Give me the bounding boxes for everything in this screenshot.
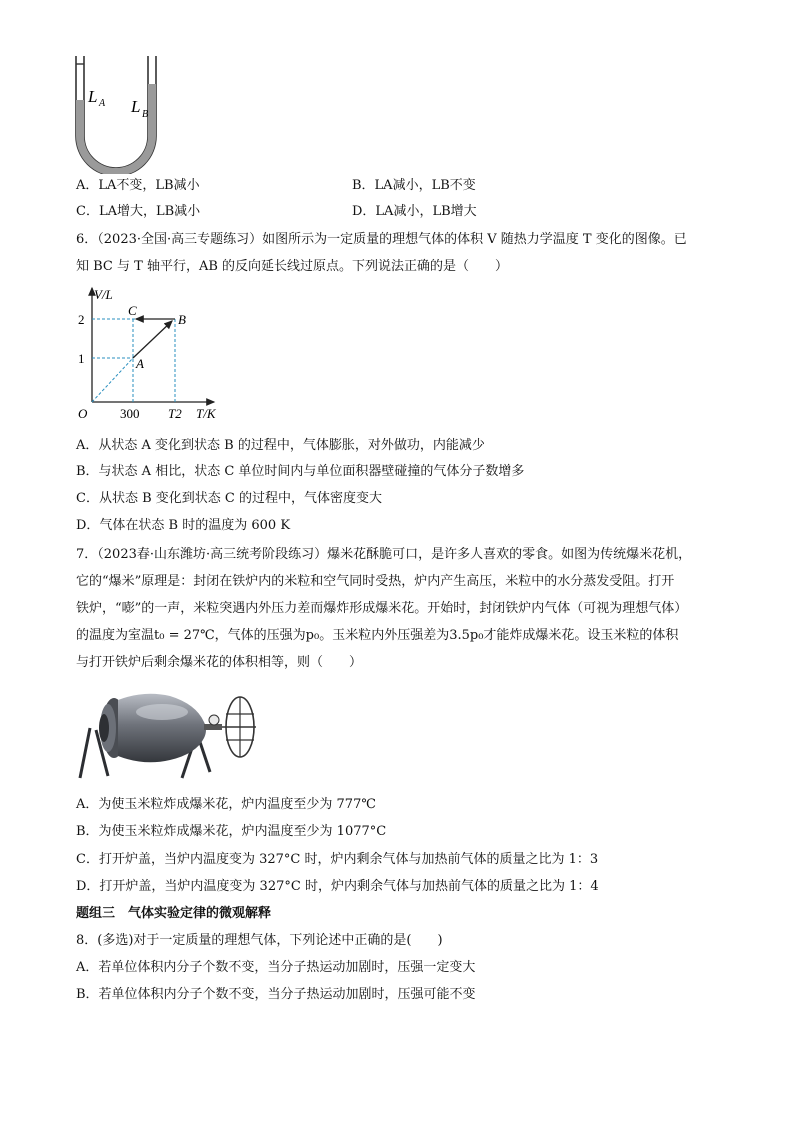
label-lb: L bbox=[131, 97, 141, 116]
y-tick-1: 1 bbox=[78, 351, 85, 366]
q7-option-c: C．打开炉盖，当炉内温度变为 327°C 时，炉内剩余气体与加热前气体的质量之比为 1：3 bbox=[76, 852, 599, 867]
label-la-sub: A bbox=[99, 98, 106, 109]
q5-option-c: C．LA增大，LB减小 bbox=[76, 204, 201, 219]
q7-option-a: A．为使玉米粒炸成爆米花，炉内温度至少为 777℃ bbox=[76, 797, 376, 812]
q8-option-b: B．若单位体积内分子个数不变，当分子热运动加剧时，压强可能不变 bbox=[76, 987, 476, 1002]
q8-option-a: A．若单位体积内分子个数不变，当分子热运动加剧时，压强一定变大 bbox=[76, 960, 476, 975]
x-axis-label: T/K bbox=[196, 406, 216, 421]
q5-option-a: A．LA不变，LB减小 bbox=[76, 178, 200, 193]
label-lb-sub: B bbox=[142, 109, 149, 120]
popcorn-machine-image bbox=[74, 682, 262, 782]
q7-option-b: B．为使玉米粒炸成爆米花，炉内温度至少为 1077°C bbox=[76, 824, 387, 839]
q6-option-c: C．从状态 B 变化到状态 C 的过程中，气体密度变大 bbox=[76, 491, 382, 506]
q7-stem-line1: 7．（2023春·山东潍坊·高三统考阶段练习）爆米花酥脆可口，是许多人喜欢的零食。如图为传统爆米花机， bbox=[76, 547, 692, 562]
x-tick-t2: T2 bbox=[168, 406, 182, 421]
u-tube-figure bbox=[70, 56, 170, 174]
y-axis-label: V/L bbox=[94, 287, 113, 302]
v-t-graph bbox=[72, 282, 232, 424]
x-tick-300: 300 bbox=[120, 406, 140, 421]
q6-stem-line1: 6．（2023·全国·高三专题练习）如图所示为一定质量的理想气体的体积 V 随热力学温度 T 变化的图像。已 bbox=[76, 232, 687, 247]
q5-option-b: B．LA减小，LB不变 bbox=[352, 178, 476, 193]
point-a-label: A bbox=[136, 356, 144, 371]
origin-label: O bbox=[78, 406, 88, 421]
q7-stem-line4: 的温度为室温t₀ = 27℃，气体的压强为p₀。玉米粒内外压强差为3.5p₀才能炸成爆米花。设玉米粒的体积 bbox=[76, 628, 679, 643]
q6-stem-line2: 知 BC 与 T 轴平行，AB 的反向延长线过原点。下列说法正确的是（ ） bbox=[76, 259, 509, 274]
q7-stem-line2: 它的“爆米”原理是：封闭在铁炉内的米粒和空气同时受热，炉内产生高压，米粒中的水分蒸发受阻。打开 bbox=[76, 574, 675, 589]
q6-option-b: B．与状态 A 相比，状态 C 单位时间内与单位面积器壁碰撞的气体分子数增多 bbox=[76, 464, 525, 479]
point-b-label: B bbox=[178, 312, 186, 327]
q6-option-d: D．气体在状态 B 时的温度为 600 K bbox=[76, 518, 291, 533]
y-tick-2: 2 bbox=[78, 312, 85, 327]
label-la: L bbox=[88, 87, 98, 106]
q6-option-a: A．从状态 A 变化到状态 B 的过程中，气体膨胀，对外做功，内能减少 bbox=[76, 438, 485, 453]
q7-option-d: D．打开炉盖，当炉内温度变为 327°C 时，炉内剩余气体与加热前气体的质量之比为 1：4 bbox=[76, 879, 599, 894]
q7-stem-line3: 铁炉，“嘭”的一声，米粒突遇内外压力差而爆炸形成爆米花。开始时，封闭铁炉内气体（可视为理想气体） bbox=[76, 601, 688, 616]
q8-stem: 8．(多选)对于一定质量的理想气体，下列论述中正确的是( ) bbox=[76, 933, 443, 948]
segment-a-b bbox=[133, 321, 172, 358]
point-c-label: C bbox=[128, 303, 137, 318]
q5-option-d: D．LA减小，LB增大 bbox=[352, 204, 477, 219]
q7-stem-line5: 与打开铁炉后剩余爆米花的体积相等，则（ ） bbox=[76, 655, 363, 670]
section-title: 题组三 气体实验定律的微观解释 bbox=[76, 906, 272, 921]
